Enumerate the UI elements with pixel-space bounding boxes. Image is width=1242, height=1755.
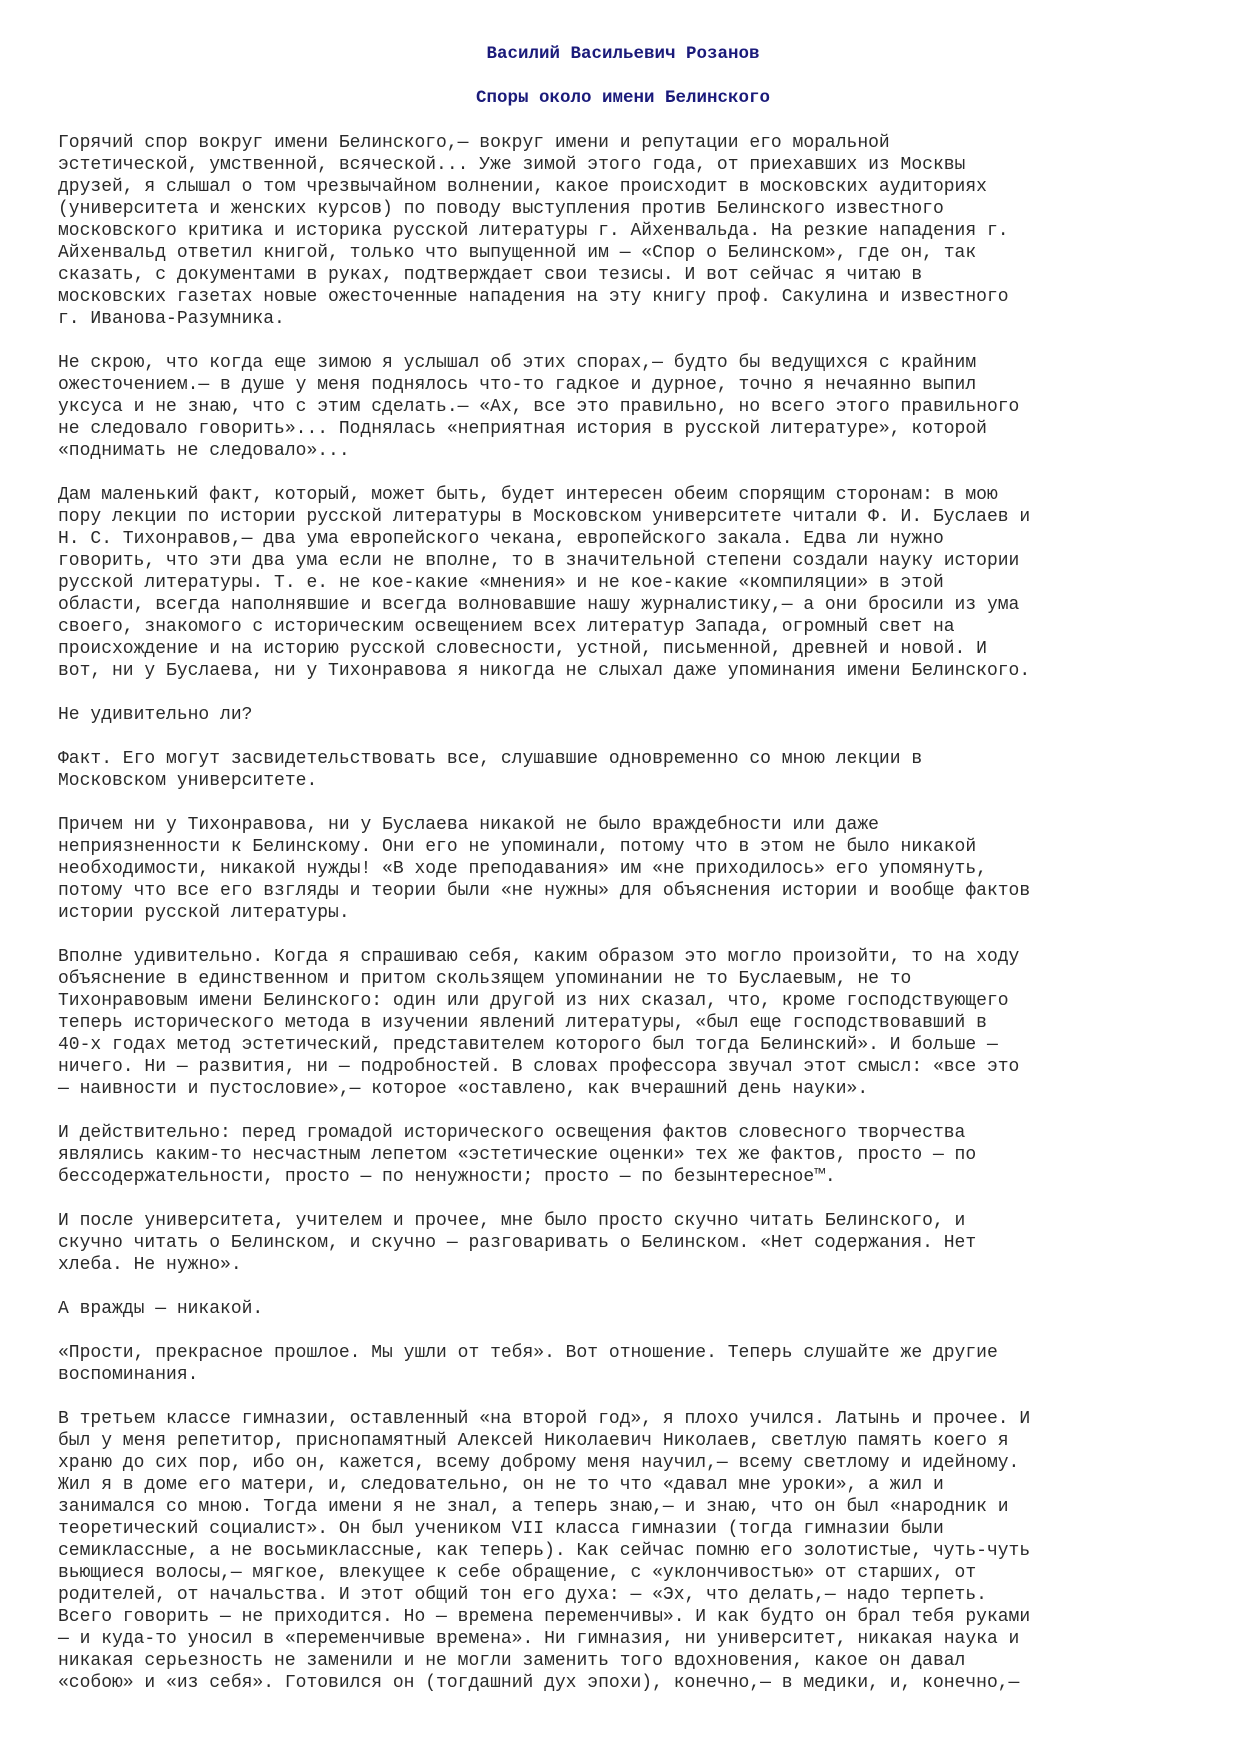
paragraph: В третьем классе гимназии, оставленный «на второй год», я плохо учился. Латынь и прочее. И был у меня репетитор, приснопамятный Алексей Николаевич Николаев, светлую память коего я храню до сих пор, ибо он, кажется, всему доброму меня научил,— всему светлому и идейному. Жил я в доме его матери, и, следовательно, он не то что «давал мне уроки», а жил и занимался со мною. Тогда имени я не знал, а теперь знаю,— и знаю, что он был «народник и теоретический социалист». Он был учеником VII класса гимназии (тогда гимназии были семиклассные, а не восьмиклассные, как теперь). Как сейчас помню его золотистые, чуть-чуть вьющиеся волосы,— мягкое, влекущее к себе обращение, с «уклончивостью» от старших, от родителей, от начальства. И этот общий тон его духа: — «Эх, что делать,— надо терпеть. Всего говорить — не приходится. Но — времена переменчивы». И как будто он брал тебя руками — и куда-то уносил в «переменчивые времена». Ни гимназия, ни университет, никакая наука и никакая серьезность не заменили и не могли заменить того вдохновения, какое он давал «собою» и «из себя». Готовился он (тогдашний дух эпохи), конечно,— в медики, и, конечно,— (58, 1409, 1031, 1693)
paragraph: Горячий спор вокруг имени Белинского,— вокруг имени и репутации его моральной эстетической, умственной, всяческой... Уже зимой этого года, от приехавших из Москвы друзей, я слышал о том чрезвычайном волнении, какое происходит в московских аудиториях (университета и женских курсов) по поводу выступления против Белинского известного московского критика и историка русской литературы г. Айхенвальда. На резкие нападения г. Айхенвальд ответил книгой, только что выпущенной им — «Спор о Белинском», где он, так сказать, с документами в руках, подтверждает свои тезисы. И вот сейчас я читаю в московских газетах новые ожесточенные нападения на эту книгу проф. Сакулина и известного г. Иванова-Разумника. (58, 133, 1009, 329)
paragraph: Не удивительно ли? (58, 705, 253, 725)
article-title: Споры около имени Белинского (475, 88, 771, 108)
paragraph: А вражды — никакой. (58, 1299, 264, 1319)
paragraph: Факт. Его могут засвидетельствовать все, слушавшие одновременно со мною лекции в Московском университете. (58, 749, 923, 791)
document-page (58, 44, 1188, 1716)
paragraph: Вполне удивительно. Когда я спрашиваю себя, каким образом это могло произойти, то на ходу объяснение в единственном и притом скользящем упоминании не то Буслаевым, не то Тихонравовым имени Белинского: один или другой из них сказал, что, кроме господствующего теперь исторического метода в изучении явлений литературы, «был еще господствовавший в 40-х годах метод эстетический, представителем которого был тогда Белинский». И больше — ничего. Ни — развития, ни — подробностей. В словах профессора звучал этот смысл: «все это — наивности и пустословие»,— которое «оставлено, как вчерашний день науки». (58, 947, 1020, 1099)
paragraph: Дам маленький факт, который, может быть, будет интересен обеим спорящим сторонам: в мою пору лекции по истории русской литературы в Московском университете читали Ф. И. Буслаев и Н. С. Тихонравов,— два ума европейского чекана, европейского закала. Едва ли нужно говорить, что эти два ума если не вполне, то в значительной степени создали науку истории русской литературы. Т. е. не кое-какие «мнения» и не кое-какие «компиляции» в этой области, всегда наполнявшие и всегда волновавшие нашу журналистику,— а они бросили из ума своего, знакомого с историческим освещением всех литератур Запада, огромный свет на происхождение и на историю русской словесности, устной, письменной, древней и новой. И вот, ни у Буслаева, ни у Тихонравова я никогда не слыхал даже упоминания имени Белинского. (58, 485, 1031, 681)
paragraph: И после университета, учителем и прочее, мне было просто скучно читать Белинского, и скучно читать о Белинском, и скучно — разговаривать о Белинском. «Нет содержания. Нет хлеба. Не нужно». (58, 1211, 977, 1275)
paragraph: И действительно: перед громадой исторического освещения фактов словесного творчества являлись каким-то несчастным лепетом «эстетические оценки» тех же фактов, просто — по бессодержательности, просто — по ненужности; просто — по безынтересное™. (58, 1123, 977, 1187)
paragraph: Не скрою, что когда еще зимою я услышал об этих спорах,— будто бы ведущихся с крайним ожесточением.— в душе у меня поднялось что-то гадкое и дурное, точно я нечаянно выпил уксуса и не знаю, что с этим сделать.— «Ах, все это правильно, но всего этого правильного не следовало говорить»... Поднялась «неприятная история в русской литературе», которой «поднимать не следовало»... (58, 353, 1020, 461)
paragraph: Причем ни у Тихонравова, ни у Буслаева никакой не было враждебности или даже неприязненности к Белинскому. Они его не упоминали, потому что в этом не было никакой необходимости, никакой нужды! «В ходе преподавания» им «не приходилось» его упомянуть, потому что все его взгляды и теории были «не нужны» для объяснения истории и вообще фактов истории русской литературы. (58, 815, 1031, 923)
author-name: Василий Васильевич Розанов (486, 44, 760, 64)
paragraph: «Прости, прекрасное прошлое. Мы ушли от тебя». Вот отношение. Теперь слушайте же другие воспоминания. (58, 1343, 998, 1385)
